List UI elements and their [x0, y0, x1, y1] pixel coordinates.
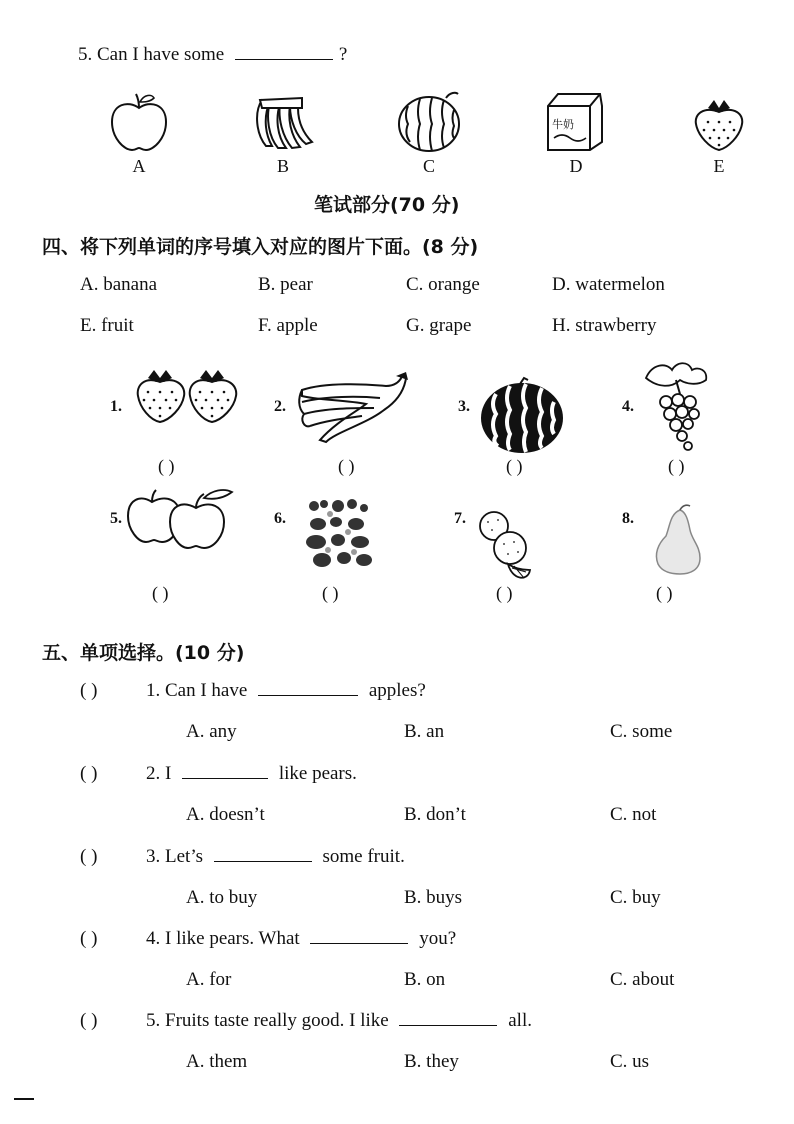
answer-paren[interactable]: ( ) [338, 456, 355, 476]
bananas-icon [296, 372, 408, 444]
watermelon-icon [396, 90, 462, 152]
picture-number: 7. [454, 510, 466, 527]
mixed-fruit-icon [304, 496, 376, 572]
question-text: apples? [368, 680, 426, 701]
word-option: A. banana [80, 274, 158, 295]
watermelon-icon [480, 378, 564, 454]
choice-option: B. an [404, 721, 445, 742]
answer-blank [182, 777, 268, 779]
choice-option: C. buy [610, 887, 661, 908]
strawberry-icon [692, 96, 746, 152]
answer-blank [310, 942, 408, 944]
picture-number: 8. [622, 510, 634, 527]
choice-option: B. buys [404, 887, 463, 908]
choice-option: B. they [404, 1051, 459, 1072]
answer-paren[interactable]: ( ) [322, 583, 339, 603]
answer-paren[interactable]: ( ) [656, 583, 673, 603]
top-question-suffix: ? [338, 44, 348, 65]
picture-number: 5. [110, 510, 122, 527]
question-text: 5. Fruits taste really good. I like [146, 1010, 389, 1031]
choice-option: A. doesn’t [186, 804, 265, 825]
question-text: some fruit. [322, 846, 405, 867]
answer-paren[interactable]: ( ) [80, 928, 98, 949]
picture-number: 3. [458, 398, 470, 415]
word-option: G. grape [406, 315, 472, 336]
page-margin-mark [14, 1098, 34, 1100]
option-letter-b: B [276, 156, 289, 176]
word-option: C. orange [406, 274, 480, 295]
answer-paren[interactable]: ( ) [496, 583, 513, 603]
question-stem [146, 1010, 532, 1032]
answer-paren[interactable]: ( ) [80, 680, 98, 701]
choice-option: A. to buy [186, 887, 258, 908]
answer-blank [399, 1024, 497, 1026]
question-stem [146, 928, 456, 950]
option-letter-e: E [713, 156, 725, 176]
question-stem [146, 763, 357, 785]
top-question-prefix: 5. Can I have some [78, 44, 225, 65]
question-stem [146, 680, 426, 702]
section4-title: 四、将下列单词的序号填入对应的图片下面。(8 分) [42, 236, 479, 258]
choice-option: B. don’t [404, 804, 466, 825]
picture-number: 2. [274, 398, 286, 415]
picture-number: 6. [274, 510, 286, 527]
picture-number: 1. [110, 398, 122, 415]
choice-option: C. us [610, 1051, 650, 1072]
word-option: E. fruit [80, 315, 134, 336]
choice-option: A. for [186, 969, 232, 990]
picture-number: 4. [622, 398, 634, 415]
pear-icon [650, 504, 706, 576]
choice-option: A. any [186, 721, 237, 742]
apples-icon [124, 488, 238, 552]
answer-paren[interactable]: ( ) [80, 1010, 98, 1031]
option-letter-a: A [132, 156, 146, 176]
question-text: you? [419, 928, 457, 949]
question-text: 2. I [146, 763, 172, 784]
choice-option: B. on [404, 969, 446, 990]
question-text: 4. I like pears. What [146, 928, 300, 949]
strawberries-icon [134, 368, 242, 426]
answer-paren[interactable]: ( ) [80, 763, 98, 784]
question-stem [146, 846, 405, 868]
choice-option: A. them [186, 1051, 248, 1072]
answer-blank [258, 694, 358, 696]
oranges-icon [472, 508, 538, 584]
option-letter-c: C [422, 156, 435, 176]
top-question [78, 44, 347, 66]
written-part-title: 笔试部分(70 分) [314, 194, 460, 216]
word-option: H. strawberry [552, 315, 657, 336]
grapes-icon [642, 360, 722, 452]
answer-paren[interactable]: ( ) [152, 583, 169, 603]
milk-carton-label: 牛奶 [552, 118, 574, 131]
option-letter-d: D [569, 156, 583, 176]
question-text: like pears. [278, 763, 357, 784]
choice-option: C. some [610, 721, 673, 742]
answer-paren[interactable]: ( ) [80, 846, 98, 867]
choice-option: C. about [610, 969, 675, 990]
bananas-icon [252, 92, 314, 152]
answer-blank[interactable] [235, 58, 333, 60]
question-text: 1. Can I have [146, 680, 248, 701]
section5-title: 五、单项选择。(10 分) [42, 642, 245, 664]
answer-paren[interactable]: ( ) [668, 456, 685, 476]
question-text: all. [508, 1010, 532, 1031]
choice-option: C. not [610, 804, 657, 825]
question-text: 3. Let’s [146, 846, 203, 867]
apple-icon [108, 92, 170, 154]
word-option: B. pear [258, 274, 313, 295]
answer-paren[interactable]: ( ) [506, 456, 523, 476]
word-option: D. watermelon [552, 274, 665, 295]
answer-blank [214, 860, 312, 862]
word-option: F. apple [258, 315, 318, 336]
answer-paren[interactable]: ( ) [158, 456, 175, 476]
